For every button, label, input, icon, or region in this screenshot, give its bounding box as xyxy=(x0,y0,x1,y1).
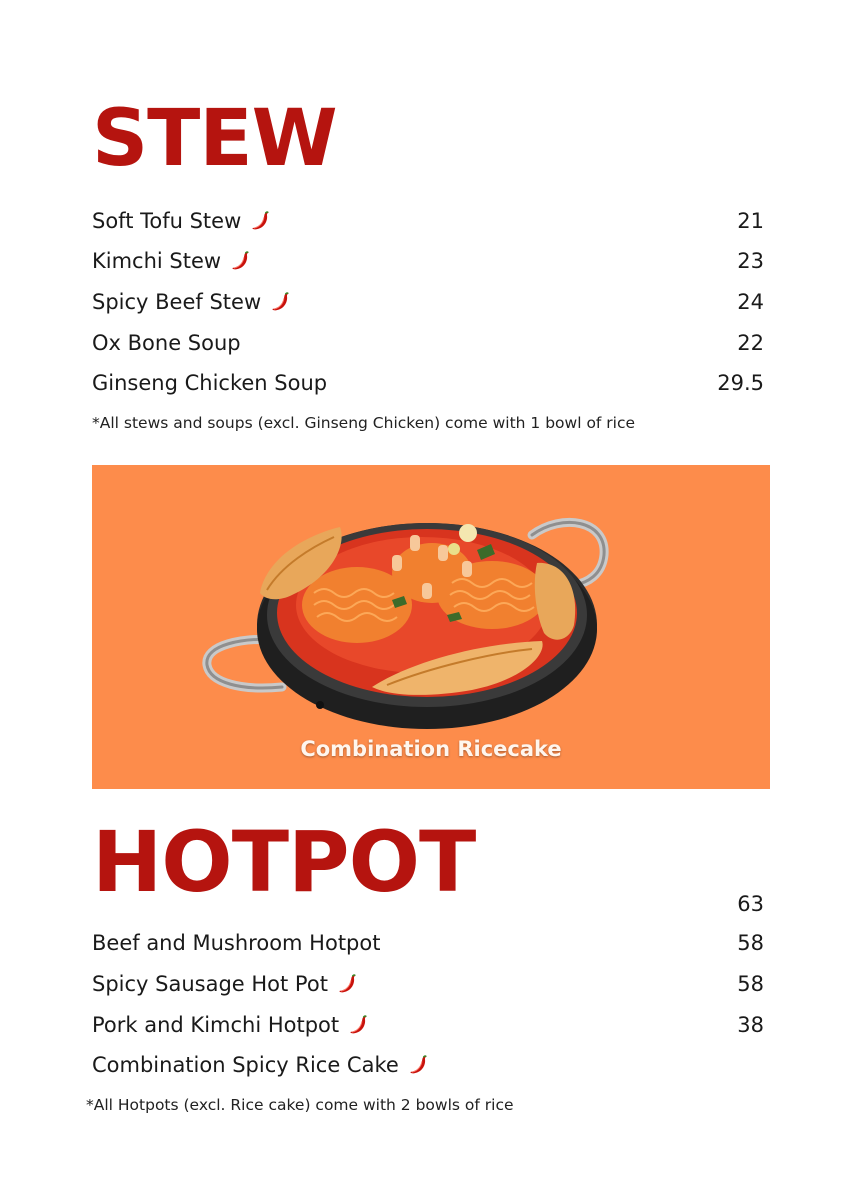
chili-icon xyxy=(347,1014,369,1036)
chili-icon xyxy=(229,250,251,272)
stew-section-title: STEW xyxy=(92,94,337,184)
item-price: 21 xyxy=(737,209,764,233)
item-name: Pork and Kimchi Hotpot xyxy=(92,1013,340,1037)
chili-icon xyxy=(269,291,291,313)
item-price: 38 xyxy=(737,1013,764,1037)
item-price: 63 xyxy=(737,892,764,916)
chili-icon xyxy=(336,973,358,995)
stew-rice-note: *All stews and soups (excl. Ginseng Chicken) come with 1 bowl of rice xyxy=(92,414,636,432)
menu-item-spicy-beef-stew xyxy=(92,285,764,319)
chili-icon xyxy=(407,1054,429,1076)
item-price: 24 xyxy=(737,290,764,314)
item-name: Combination Spicy Rice Cake xyxy=(92,1053,399,1077)
item-name: Soft Tofu Stew xyxy=(92,209,242,233)
item-price: 29.5 xyxy=(717,371,764,395)
item-name: Spicy Beef Stew xyxy=(92,290,262,314)
hotpot-section-title: HOTPOT xyxy=(92,813,476,911)
menu-item-kimchi-stew xyxy=(92,244,764,278)
item-name: Ginseng Chicken Soup xyxy=(92,371,328,395)
chili-icon xyxy=(249,210,271,232)
menu-item-spicy-sausage-hot-pot xyxy=(92,967,764,1001)
item-name: Kimchi Stew xyxy=(92,249,222,273)
banner-caption: Combination Ricecake xyxy=(300,737,562,761)
menu-item-beef-and-mushroom-hotpot xyxy=(92,926,764,960)
featured-dish-banner xyxy=(92,465,770,789)
item-price: 23 xyxy=(737,249,764,273)
item-name: Ox Bone Soup xyxy=(92,331,241,355)
menu-item-combination-spicy-rice-cake xyxy=(92,1048,764,1082)
item-price: 58 xyxy=(737,972,764,996)
menu-item-ginseng-chicken-soup xyxy=(92,366,764,400)
item-name: Beef and Mushroom Hotpot xyxy=(92,931,381,955)
menu-item-ox-bone-soup xyxy=(92,326,764,360)
menu-item-soft-tofu-stew xyxy=(92,204,764,238)
item-price: 22 xyxy=(737,331,764,355)
item-price: 58 xyxy=(737,931,764,955)
item-name: Spicy Sausage Hot Pot xyxy=(92,972,328,996)
menu-item-pork-and-kimchi-hotpot xyxy=(92,1008,764,1042)
hotpot-rice-note: *All Hotpots (excl. Rice cake) come with 2 bowls of rice xyxy=(86,1096,514,1114)
